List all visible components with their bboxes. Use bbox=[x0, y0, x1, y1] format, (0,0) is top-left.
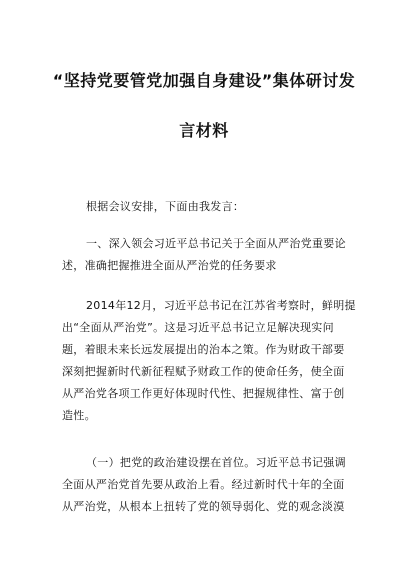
paragraph-body bbox=[62, 295, 356, 427]
paragraph-line: 2014年12月，习近平总书记在江苏省考察时，鲜明提 bbox=[86, 299, 356, 312]
paragraph-line: 述，准确把握推进全面从严治党的任务要求 bbox=[62, 259, 277, 272]
paragraph-subsection bbox=[62, 452, 350, 518]
paragraph-line: 从严治党，从根本上扭转了党的领导弱化、党的观念淡漠 bbox=[62, 500, 345, 513]
paragraph-line: 从严治党各项工作更好体现时代性、把握规律性、富于创 bbox=[62, 387, 345, 400]
paragraph-line: 出“全面从严治党”。这是习近平总书记立足解决现实问 bbox=[62, 321, 334, 334]
paragraph-line: 一、深入领会习近平总书记关于全面从严治党重要论 bbox=[86, 237, 346, 250]
paragraph-line: 根据会议安排，下面由我发言： bbox=[86, 200, 245, 213]
paragraph-line: 题，着眼未来长远发展提出的治本之策。作为财政干部要 bbox=[62, 343, 345, 356]
paragraph-line: 全面从严治党首先要从政治上看。经过新时代十年的全面 bbox=[62, 478, 345, 491]
paragraph-section-heading bbox=[62, 233, 350, 277]
paragraph-line: 造性。 bbox=[62, 409, 96, 422]
document-title-line-1: “坚持党要管党加强自身建设”集体研讨发 bbox=[52, 71, 356, 90]
paragraph-line: （一）把党的政治建设摆在首位。习近平总书记强调 bbox=[86, 456, 346, 469]
document-title-line-2: 言材料 bbox=[179, 121, 229, 140]
paragraph-opening bbox=[62, 196, 350, 218]
paragraph-line: 深刻把握新时代新征程赋予财政工作的使命任务，使全面 bbox=[62, 365, 345, 378]
